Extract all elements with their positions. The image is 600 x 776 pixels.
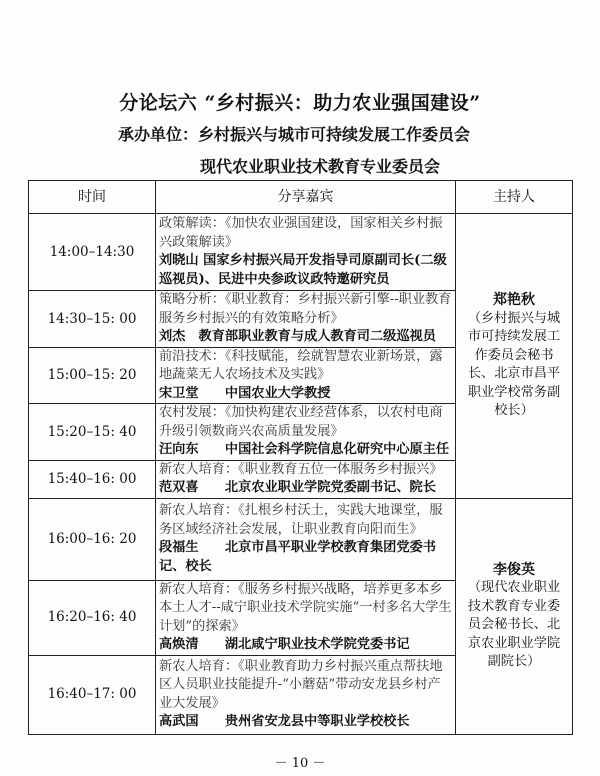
session-topic: 策略分析：《职业教育：乡村振兴新引擎--职业教育服务乡村振兴的有效策略分析》 bbox=[159, 292, 452, 326]
speaker: 刘晓山 国家乡村振兴局开发指导司原副司长(二级巡视员)、民进中央参政议政特邀研究员 bbox=[159, 253, 447, 287]
organizer-line-1: 承办单位：乡村振兴与城市可持续发展工作委员会 bbox=[118, 125, 471, 144]
session-cell bbox=[156, 460, 456, 498]
host-cell bbox=[456, 214, 573, 499]
session-cell bbox=[156, 214, 456, 291]
host-title: （现代农业职业技术教育专业委员会秘书长、北京农业职业学院副院长） bbox=[467, 580, 561, 669]
time-cell: 15:20–15: 40 bbox=[29, 404, 156, 461]
page-number: － 10 － bbox=[274, 756, 326, 771]
session-cell bbox=[156, 347, 456, 404]
header-time: 时间 bbox=[29, 181, 156, 214]
speaker: 刘杰 教育部职业教育与成人教育司二级巡视员 bbox=[159, 329, 436, 344]
session-topic: 前沿技术：《科技赋能，绘就智慧农业新场景，露地蔬菜无人农场技术及实践》 bbox=[159, 348, 443, 382]
time-cell: 16:20–16: 40 bbox=[29, 580, 156, 655]
speaker: 汪向东 中国社会科学院信息化研究中心原主任 bbox=[159, 442, 450, 457]
session-topic: 政策解读：《加快农业强国建设，国家相关乡村振兴政策解读》 bbox=[159, 216, 443, 250]
header-host: 主持人 bbox=[456, 181, 573, 214]
speaker: 宋卫堂 中国农业大学教授 bbox=[159, 385, 331, 401]
session-cell bbox=[156, 498, 456, 580]
time-cell: 16:40–17: 00 bbox=[29, 655, 156, 734]
table-row bbox=[29, 214, 573, 291]
time-cell: 14:00–14:30 bbox=[29, 214, 156, 291]
speaker: 范双喜 北京农业职业学院党委副书记、院长 bbox=[159, 480, 436, 495]
speaker: 高武国 贵州省安龙县中等职业学校校长 bbox=[159, 714, 410, 729]
time-cell: 15:40–16: 00 bbox=[29, 460, 156, 498]
host-title: （乡村振兴与城市可持续发展工作委员会秘书长、北京市昌平职业学校常务副校长） bbox=[467, 310, 561, 418]
host-name: 李俊英 bbox=[493, 561, 535, 578]
session-cell bbox=[156, 404, 456, 461]
header-speakers: 分享嘉宾 bbox=[156, 181, 456, 214]
time-cell: 16:00–16: 20 bbox=[29, 498, 156, 580]
organizer-line-2: 现代农业职业技术教育专业委员会 bbox=[200, 157, 441, 176]
session-topic: 新农人培育：《职业教育助力乡村振兴重点帮扶地区人员职业技能提升-“小蘑菇”带动安龙县乡村产业大发展》 bbox=[159, 658, 443, 711]
schedule-table bbox=[28, 180, 573, 735]
table-row bbox=[29, 498, 573, 580]
speaker: 段福生 北京市昌平职业学校教育集团党委书记、校长 bbox=[159, 540, 436, 574]
time-cell: 15:00–15: 20 bbox=[29, 347, 156, 404]
host-cell bbox=[456, 498, 573, 734]
session-topic: 新农人培育：《职业教育五位一体服务乡村振兴》 bbox=[159, 461, 443, 477]
session-topic: 新农人培育：《扎根乡村沃土，实践大地课堂，服务区域经济社会发展，让职业教育向阳而生》 bbox=[159, 503, 443, 537]
session-cell bbox=[156, 291, 456, 348]
session-topic: 农村发展：《加快构建农业经营体系，以农村电商升级引领数商兴农高质量发展》 bbox=[159, 405, 443, 439]
session-topic: 新农人培育：《服务乡村振兴战略，培养更多本乡本土人才--咸宁职业技术学院实施“一村多名大学生计划”的探索》 bbox=[159, 581, 452, 634]
table-header-row bbox=[29, 181, 573, 214]
speaker: 高焕清 湖北咸宁职业技术学院党委书记 bbox=[159, 637, 410, 652]
host-name: 郑艳秋 bbox=[493, 292, 535, 308]
session-cell bbox=[156, 655, 456, 734]
time-cell: 14:30–15: 00 bbox=[29, 291, 156, 348]
forum-title: 分论坛六 “乡村振兴：助力农业强国建设” bbox=[119, 92, 481, 114]
session-cell bbox=[156, 580, 456, 655]
